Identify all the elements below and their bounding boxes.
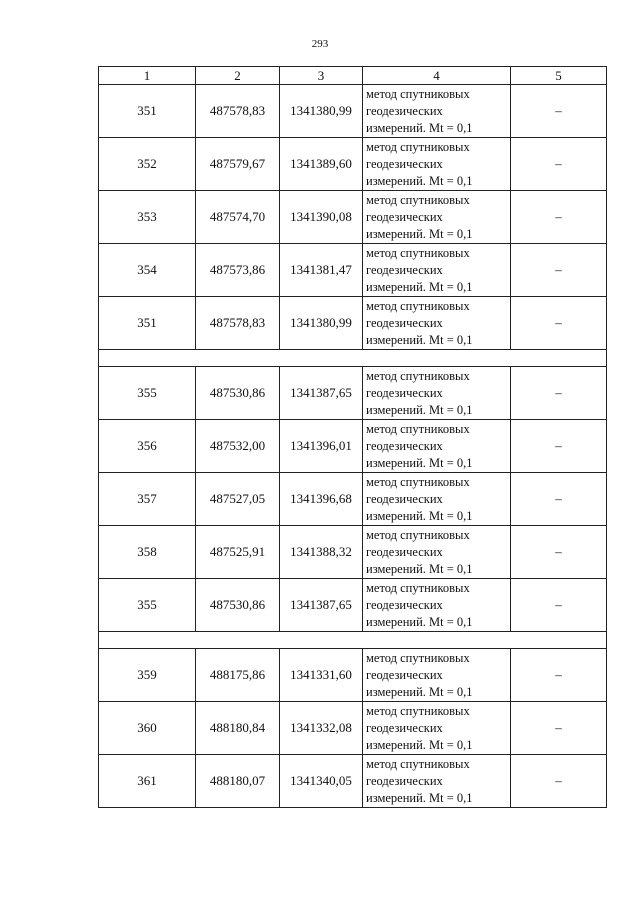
method-cell: метод спутниковых геодезических измерений. Mt = 0,1 <box>363 702 511 755</box>
table-row <box>99 649 607 702</box>
y-coordinate-cell: 1341389,60 <box>280 138 363 191</box>
header-cell-1: 1 <box>99 67 196 85</box>
y-coordinate-cell: 1341388,32 <box>280 526 363 579</box>
point-number-cell: 360 <box>99 702 196 755</box>
x-coordinate-cell: 487578,83 <box>196 297 280 350</box>
page-number: 293 <box>311 38 329 50</box>
point-number-cell: 358 <box>99 526 196 579</box>
method-cell: метод спутниковых геодезических измерений. Mt = 0,1 <box>363 473 511 526</box>
point-number-cell: 355 <box>99 367 196 420</box>
table-row <box>99 191 607 244</box>
y-coordinate-cell: 1341396,68 <box>280 473 363 526</box>
table-row <box>99 297 607 350</box>
method-cell: метод спутниковых геодезических измерений. Mt = 0,1 <box>363 579 511 632</box>
x-coordinate-cell: 487525,91 <box>196 526 280 579</box>
point-number-cell: 352 <box>99 138 196 191</box>
table-row <box>99 526 607 579</box>
table-row <box>99 420 607 473</box>
x-coordinate-cell: 487578,83 <box>196 85 280 138</box>
x-coordinate-cell: 488175,86 <box>196 649 280 702</box>
point-number-cell: 356 <box>99 420 196 473</box>
note-cell: – <box>511 702 607 755</box>
y-coordinate-cell: 1341380,99 <box>280 297 363 350</box>
point-number-cell: 359 <box>99 649 196 702</box>
table-row <box>99 702 607 755</box>
note-cell: – <box>511 579 607 632</box>
x-coordinate-cell: 487579,67 <box>196 138 280 191</box>
method-cell: метод спутниковых геодезических измерений. Mt = 0,1 <box>363 85 511 138</box>
point-number-cell: 354 <box>99 244 196 297</box>
note-cell: – <box>511 85 607 138</box>
x-coordinate-cell: 487530,86 <box>196 367 280 420</box>
note-cell: – <box>511 473 607 526</box>
note-cell: – <box>511 755 607 808</box>
header-cell-4: 4 <box>363 67 511 85</box>
x-coordinate-cell: 487530,86 <box>196 579 280 632</box>
x-coordinate-cell: 487532,00 <box>196 420 280 473</box>
y-coordinate-cell: 1341387,65 <box>280 579 363 632</box>
x-coordinate-cell: 488180,07 <box>196 755 280 808</box>
header-cell-5: 5 <box>511 67 607 85</box>
point-number-cell: 351 <box>99 85 196 138</box>
group-separator-row <box>99 632 607 649</box>
y-coordinate-cell: 1341380,99 <box>280 85 363 138</box>
method-cell: метод спутниковых геодезических измерений. Mt = 0,1 <box>363 191 511 244</box>
method-cell: метод спутниковых геодезических измерений. Mt = 0,1 <box>363 297 511 350</box>
point-number-cell: 353 <box>99 191 196 244</box>
x-coordinate-cell: 488180,84 <box>196 702 280 755</box>
note-cell: – <box>511 367 607 420</box>
table-body <box>99 85 607 808</box>
y-coordinate-cell: 1341390,08 <box>280 191 363 244</box>
y-coordinate-cell: 1341332,08 <box>280 702 363 755</box>
note-cell: – <box>511 244 607 297</box>
header-cell-2: 2 <box>196 67 280 85</box>
y-coordinate-cell: 1341381,47 <box>280 244 363 297</box>
table-row <box>99 138 607 191</box>
x-coordinate-cell: 487573,86 <box>196 244 280 297</box>
header-cell-3: 3 <box>280 67 363 85</box>
method-cell: метод спутниковых геодезических измерений. Mt = 0,1 <box>363 138 511 191</box>
y-coordinate-cell: 1341396,01 <box>280 420 363 473</box>
y-coordinate-cell: 1341340,05 <box>280 755 363 808</box>
method-cell: метод спутниковых геодезических измерений. Mt = 0,1 <box>363 244 511 297</box>
note-cell: – <box>511 420 607 473</box>
method-cell: метод спутниковых геодезических измерений. Mt = 0,1 <box>363 526 511 579</box>
table-row <box>99 755 607 808</box>
note-cell: – <box>511 297 607 350</box>
group-separator-cell <box>99 350 607 367</box>
table-row <box>99 367 607 420</box>
table-row <box>99 579 607 632</box>
coordinates-table <box>98 66 607 808</box>
group-separator-row <box>99 350 607 367</box>
method-cell: метод спутниковых геодезических измерений. Mt = 0,1 <box>363 649 511 702</box>
point-number-cell: 355 <box>99 579 196 632</box>
note-cell: – <box>511 649 607 702</box>
header-row <box>99 67 607 85</box>
group-separator-cell <box>99 632 607 649</box>
note-cell: – <box>511 138 607 191</box>
point-number-cell: 361 <box>99 755 196 808</box>
table-row <box>99 473 607 526</box>
y-coordinate-cell: 1341387,65 <box>280 367 363 420</box>
method-cell: метод спутниковых геодезических измерений. Mt = 0,1 <box>363 755 511 808</box>
x-coordinate-cell: 487527,05 <box>196 473 280 526</box>
x-coordinate-cell: 487574,70 <box>196 191 280 244</box>
note-cell: – <box>511 526 607 579</box>
method-cell: метод спутниковых геодезических измерений. Mt = 0,1 <box>363 420 511 473</box>
method-cell: метод спутниковых геодезических измерений. Mt = 0,1 <box>363 367 511 420</box>
y-coordinate-cell: 1341331,60 <box>280 649 363 702</box>
point-number-cell: 357 <box>99 473 196 526</box>
point-number-cell: 351 <box>99 297 196 350</box>
table-row <box>99 85 607 138</box>
note-cell: – <box>511 191 607 244</box>
table-row <box>99 244 607 297</box>
